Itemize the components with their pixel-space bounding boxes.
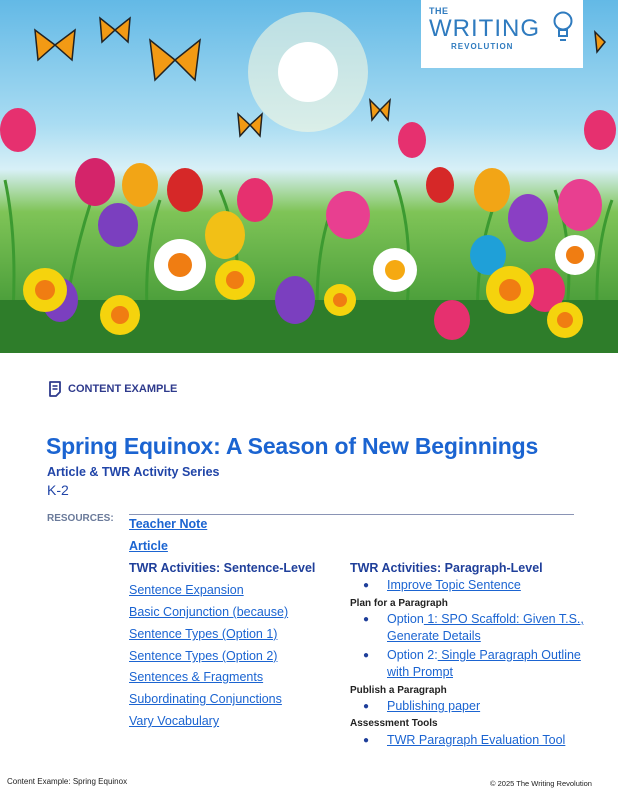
option2-item xyxy=(387,647,581,681)
footer-right: © 2025 The Writing Revolution xyxy=(490,779,592,788)
option1-item xyxy=(387,611,584,645)
bullet: ● xyxy=(363,735,370,746)
publishing-paper-link[interactable]: Publishing paper xyxy=(387,699,481,713)
with-prompt-link[interactable]: with Prompt xyxy=(387,665,453,679)
sentences-fragments-link[interactable]: Sentences & Fragments xyxy=(129,670,264,684)
spo-scaffold-link[interactable]: 1: SPO Scaffold: Given T.S., xyxy=(423,612,584,626)
resources-divider xyxy=(129,514,574,515)
grade-level: K-2 xyxy=(47,482,69,498)
generate-details-link[interactable]: Generate Details xyxy=(387,629,481,643)
sentence-types-option2-link[interactable]: Sentence Types (Option 2) xyxy=(129,649,278,663)
option2-prefix: Option 2: xyxy=(387,648,438,662)
basic-conjunction-link[interactable]: Basic Conjunction (because) xyxy=(129,605,289,619)
sentence-types-option1-link[interactable]: Sentence Types (Option 1) xyxy=(129,627,278,641)
subordinating-conjunctions-link[interactable]: Subordinating Conjunctions xyxy=(129,692,282,706)
sentence-expansion-link[interactable]: Sentence Expansion xyxy=(129,583,244,597)
vary-vocabulary-link[interactable]: Vary Vocabulary xyxy=(129,714,220,728)
teacher-note-link[interactable]: Teacher Note xyxy=(129,517,208,531)
logo-line-3: REVOLUTION xyxy=(451,42,514,51)
article-link[interactable]: Article xyxy=(129,539,168,553)
sentence-level-heading: TWR Activities: Sentence-Level xyxy=(129,561,316,575)
content-example-label: CONTENT EXAMPLE xyxy=(68,383,178,395)
writing-revolution-logo xyxy=(421,0,583,68)
bullet: ● xyxy=(363,701,370,712)
lightbulb-icon xyxy=(553,10,573,46)
logo-line-2: WRITING xyxy=(429,15,540,42)
paragraph-evaluation-tool-link[interactable]: TWR Paragraph Evaluation Tool xyxy=(387,733,566,747)
content-example-tag xyxy=(48,381,177,397)
logo-line-1: THE xyxy=(429,6,449,16)
page-title: Spring Equinox: A Season of New Beginnings xyxy=(46,433,539,459)
assessment-tools-heading: Assessment Tools xyxy=(350,718,438,729)
bullet: ● xyxy=(363,580,370,591)
resources-label: RESOURCES: xyxy=(47,513,114,524)
spring-flowers-illustration xyxy=(0,0,618,353)
publish-paragraph-heading: Publish a Paragraph xyxy=(350,685,447,696)
option1-prefix: Option xyxy=(387,612,424,626)
single-paragraph-outline-link[interactable]: Single Paragraph Outline xyxy=(437,648,581,662)
document-icon xyxy=(48,381,62,397)
improve-topic-sentence-link[interactable]: Improve Topic Sentence xyxy=(387,578,521,592)
bullet: ● xyxy=(363,614,370,625)
plan-paragraph-heading: Plan for a Paragraph xyxy=(350,598,448,609)
paragraph-level-heading: TWR Activities: Paragraph-Level xyxy=(350,561,543,575)
bullet: ● xyxy=(363,650,370,661)
page-subtitle: Article & TWR Activity Series xyxy=(47,465,220,479)
footer-left: Content Example: Spring Equinox xyxy=(7,777,128,786)
